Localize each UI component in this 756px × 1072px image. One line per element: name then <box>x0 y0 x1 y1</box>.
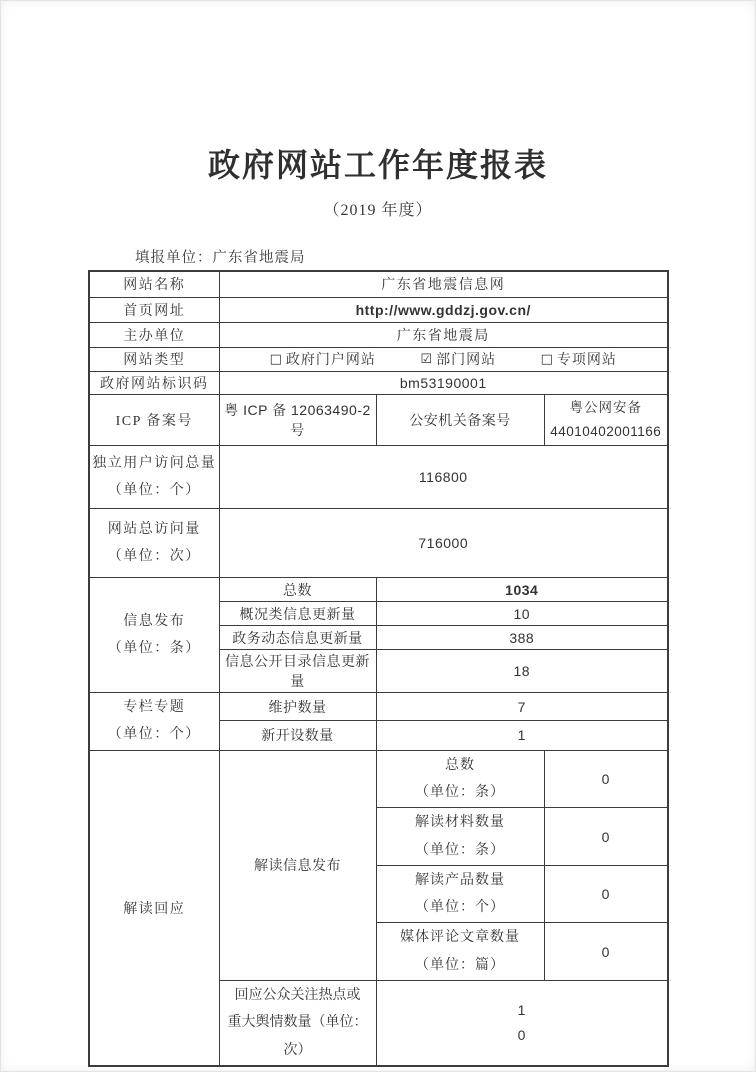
unique-visitors-value: 116800 <box>219 446 668 509</box>
hotspot-response-value-line1: 1 <box>517 1001 526 1018</box>
page-subtitle: （2019 年度） <box>323 202 433 219</box>
special-columns-row-value: 7 <box>376 693 668 721</box>
checkbox-unchecked-icon: □ <box>540 352 554 367</box>
police-record-value-line2: 44010402001166 <box>550 423 662 439</box>
police-record-label: 公安机关备案号 <box>376 394 544 446</box>
site-name-label: 网站名称 <box>89 271 219 297</box>
interpretation-row-value: 0 <box>544 750 668 808</box>
site-type-options <box>219 347 668 371</box>
police-record-value-line1: 粤公网安备 <box>569 399 642 415</box>
site-type-label: 网站类型 <box>89 347 219 371</box>
interpretation-row-label-line1: 解读材料数量 <box>415 815 505 831</box>
interpretation-row-value: 0 <box>544 923 668 981</box>
special-columns-label-line2: （单位：个） <box>107 727 201 743</box>
police-record-value <box>544 394 668 446</box>
total-visits-value: 716000 <box>219 509 668 578</box>
info-publish-row-label: 信息公开目录信息更新量 <box>219 650 376 693</box>
reporting-unit-label: 填报单位： <box>135 250 213 266</box>
interpretation-row-label-line2: （单位：个） <box>415 900 505 916</box>
interpretation-row-label-line1: 媒体评论文章数量 <box>400 930 520 946</box>
reporting-unit-value: 广东省地震局 <box>212 250 306 266</box>
interpretation-row-label <box>376 808 544 866</box>
interpretation-row-label-line1: 解读产品数量 <box>415 872 505 888</box>
special-columns-row-value: 1 <box>376 721 668 750</box>
info-publish-row-label: 政务动态信息更新量 <box>219 626 376 650</box>
unique-visitors-label <box>89 446 219 509</box>
hotspot-response-value <box>376 981 668 1066</box>
hotspot-response-label <box>219 981 376 1066</box>
page-title: 政府网站工作年度报表 <box>207 147 548 183</box>
hotspot-response-label-line2: 重大舆情数量（单位：次） <box>227 1015 368 1058</box>
info-publish-row-value: 388 <box>376 626 668 650</box>
site-type-option-portal <box>270 349 376 369</box>
info-publish-row-value: 10 <box>376 602 668 626</box>
interpretation-group-label: 解读回应 <box>89 750 219 1066</box>
report-table <box>88 270 669 1067</box>
interpretation-row-label-line2: （单位：篇） <box>415 957 505 973</box>
icp-value: 粤 ICP 备 12063490-2 号 <box>219 394 376 446</box>
site-type-option-special <box>541 349 617 369</box>
site-code-label: 政府网站标识码 <box>89 371 219 394</box>
checkbox-unchecked-icon: □ <box>269 352 283 367</box>
checkbox-checked-icon: ☑ <box>420 352 434 367</box>
organizer-value: 广东省地震局 <box>219 322 668 347</box>
info-publish-row-label: 总数 <box>219 578 376 602</box>
info-publish-label-line2: （单位：条） <box>107 641 201 657</box>
hotspot-response-label-line1: 回应公众关注热点或 <box>234 988 361 1004</box>
special-columns-row-label: 新开设数量 <box>219 721 376 750</box>
interpretation-row-label-line2: （单位：条） <box>415 842 505 858</box>
info-publish-row-label: 概况类信息更新量 <box>219 602 376 626</box>
homepage-label: 首页网址 <box>89 297 219 322</box>
interpretation-publish-label: 解读信息发布 <box>219 750 376 980</box>
reporting-unit-line <box>135 246 306 267</box>
unique-visitors-label-line2: （单位：个） <box>107 483 201 499</box>
total-visits-label-line2: （单位：次） <box>107 549 201 565</box>
info-publish-label-line1: 信息发布 <box>123 613 186 629</box>
interpretation-row-value: 0 <box>544 808 668 866</box>
organizer-label: 主办单位 <box>89 322 219 347</box>
icp-label: ICP 备案号 <box>89 394 219 446</box>
interpretation-row-label <box>376 923 544 981</box>
interpretation-row-label-line1: 总数 <box>445 757 475 773</box>
site-name-value: 广东省地震信息网 <box>219 271 668 297</box>
total-visits-label <box>89 509 219 578</box>
site-type-option-portal-label: 政府门户网站 <box>285 353 376 368</box>
info-publish-row-value: 1034 <box>376 578 668 602</box>
site-type-option-department <box>420 349 496 369</box>
special-columns-label-line1: 专栏专题 <box>123 700 186 716</box>
hotspot-response-value-line2: 0 <box>517 1027 526 1043</box>
site-code-value: bm53190001 <box>219 371 668 394</box>
special-columns-group-label <box>89 693 219 751</box>
info-publish-row-value: 18 <box>376 650 668 693</box>
unique-visitors-label-line1: 独立用户访问总量 <box>92 455 217 471</box>
site-type-option-special-label: 专项网站 <box>556 353 617 368</box>
interpretation-row-label <box>376 865 544 923</box>
interpretation-row-value: 0 <box>544 865 668 923</box>
info-publish-group-label <box>89 578 219 693</box>
special-columns-row-label: 维护数量 <box>219 693 376 721</box>
interpretation-row-label-line2: （单位：条） <box>415 784 505 800</box>
homepage-value: http://www.gddzj.gov.cn/ <box>219 297 668 322</box>
site-type-option-department-label: 部门网站 <box>436 353 497 368</box>
total-visits-label-line1: 网站总访问量 <box>107 521 201 537</box>
interpretation-row-label <box>376 750 544 808</box>
